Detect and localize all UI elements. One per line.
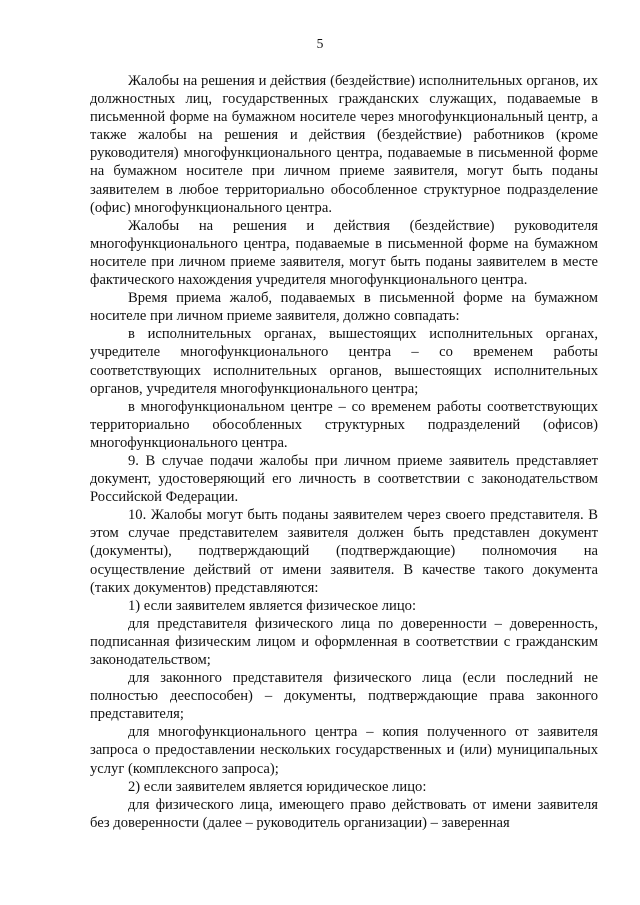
paragraph-mfc-request-copy: для многофункционального центра – копия полученного от заявителя запроса о предоставлении нескольких государственных и (или) муниципальных услуг (комплексного запроса); (90, 724, 598, 777)
paragraph-mfc-hours: в многофункциональном центре – со временем работы соответствующих территориально обособленных структурных подразделений (офисов) многофункционального центра. (90, 398, 598, 451)
page-number: 5 (316, 36, 324, 51)
paragraph-subitem-2: 2) если заявителем является юридическое лицо: (128, 778, 427, 795)
paragraph-power-of-attorney: для представителя физического лица по доверенности – доверенность, подписанная физическим лицом и оформленная в соответствии с гражданским законодательством; (90, 615, 598, 668)
paragraph-item-9: 9. В случае подачи жалобы при личном приеме заявитель представляет документ, удостоверяющий его личность в соответствии с законодательством Российской Федерации. (90, 452, 598, 506)
document-body (90, 72, 598, 832)
paragraph-complaints-mfc-head: Жалобы на решения и действия (бездействие) руководителя многофункционального центра, подаваемые в письменной форме на бумажном носителе при личном приеме заявителя, могут быть поданы заявителем в месте фактического нахождения учредителя многофункционального центра. (90, 217, 598, 289)
paragraph-executive-bodies-hours: в исполнительных органах, вышестоящих исполнительных органах, учредителе многофункционального центра – со временем работы соответствующих исполнительных органов, вышестоящих исполнительных органов, учредителя многофункционального центра; (90, 326, 598, 397)
paragraph-subitem-1: 1) если заявителем является физическое лицо: (128, 597, 416, 614)
paragraph-reception-time: Время приема жалоб, подаваемых в письменной форме на бумажном носителе при личном приеме заявителя, должно совпадать: (90, 290, 598, 325)
paragraph-complaints-via-mfc: Жалобы на решения и действия (бездействие) исполнительных органов, их должностных лиц, государственных гражданских служащих, подаваемые в письменной форме на бумажном носителе через многофункциональный центр, а также жалобы на решения и действия (бездействие) работников (кроме руководителя) многофункционального центра, подаваемые в письменной форме на бумажном носителе при личном приеме заявителя, могут быть поданы заявителем в любое территориально обособленное структурное подразделение (офис) многофункционального центра. (90, 73, 598, 216)
paragraph-organization-head: для физического лица, имеющего право действовать от имени заявителя без доверенности (далее – руководитель организации) – заверенная (90, 796, 598, 831)
paragraph-item-10: 10. Жалобы могут быть поданы заявителем через своего представителя. В этом случае представителем заявителя должен быть представлен документ (документы), подтверждающий (подтверждающие) полномочия на осуществление действий от имени заявителя. В качестве такого документа (таких документов) представляются: (90, 507, 598, 596)
paragraph-legal-representative: для законного представителя физического лица (если последний не полностью дееспособен) – документы, подтверждающие права законного представителя; (90, 670, 598, 723)
